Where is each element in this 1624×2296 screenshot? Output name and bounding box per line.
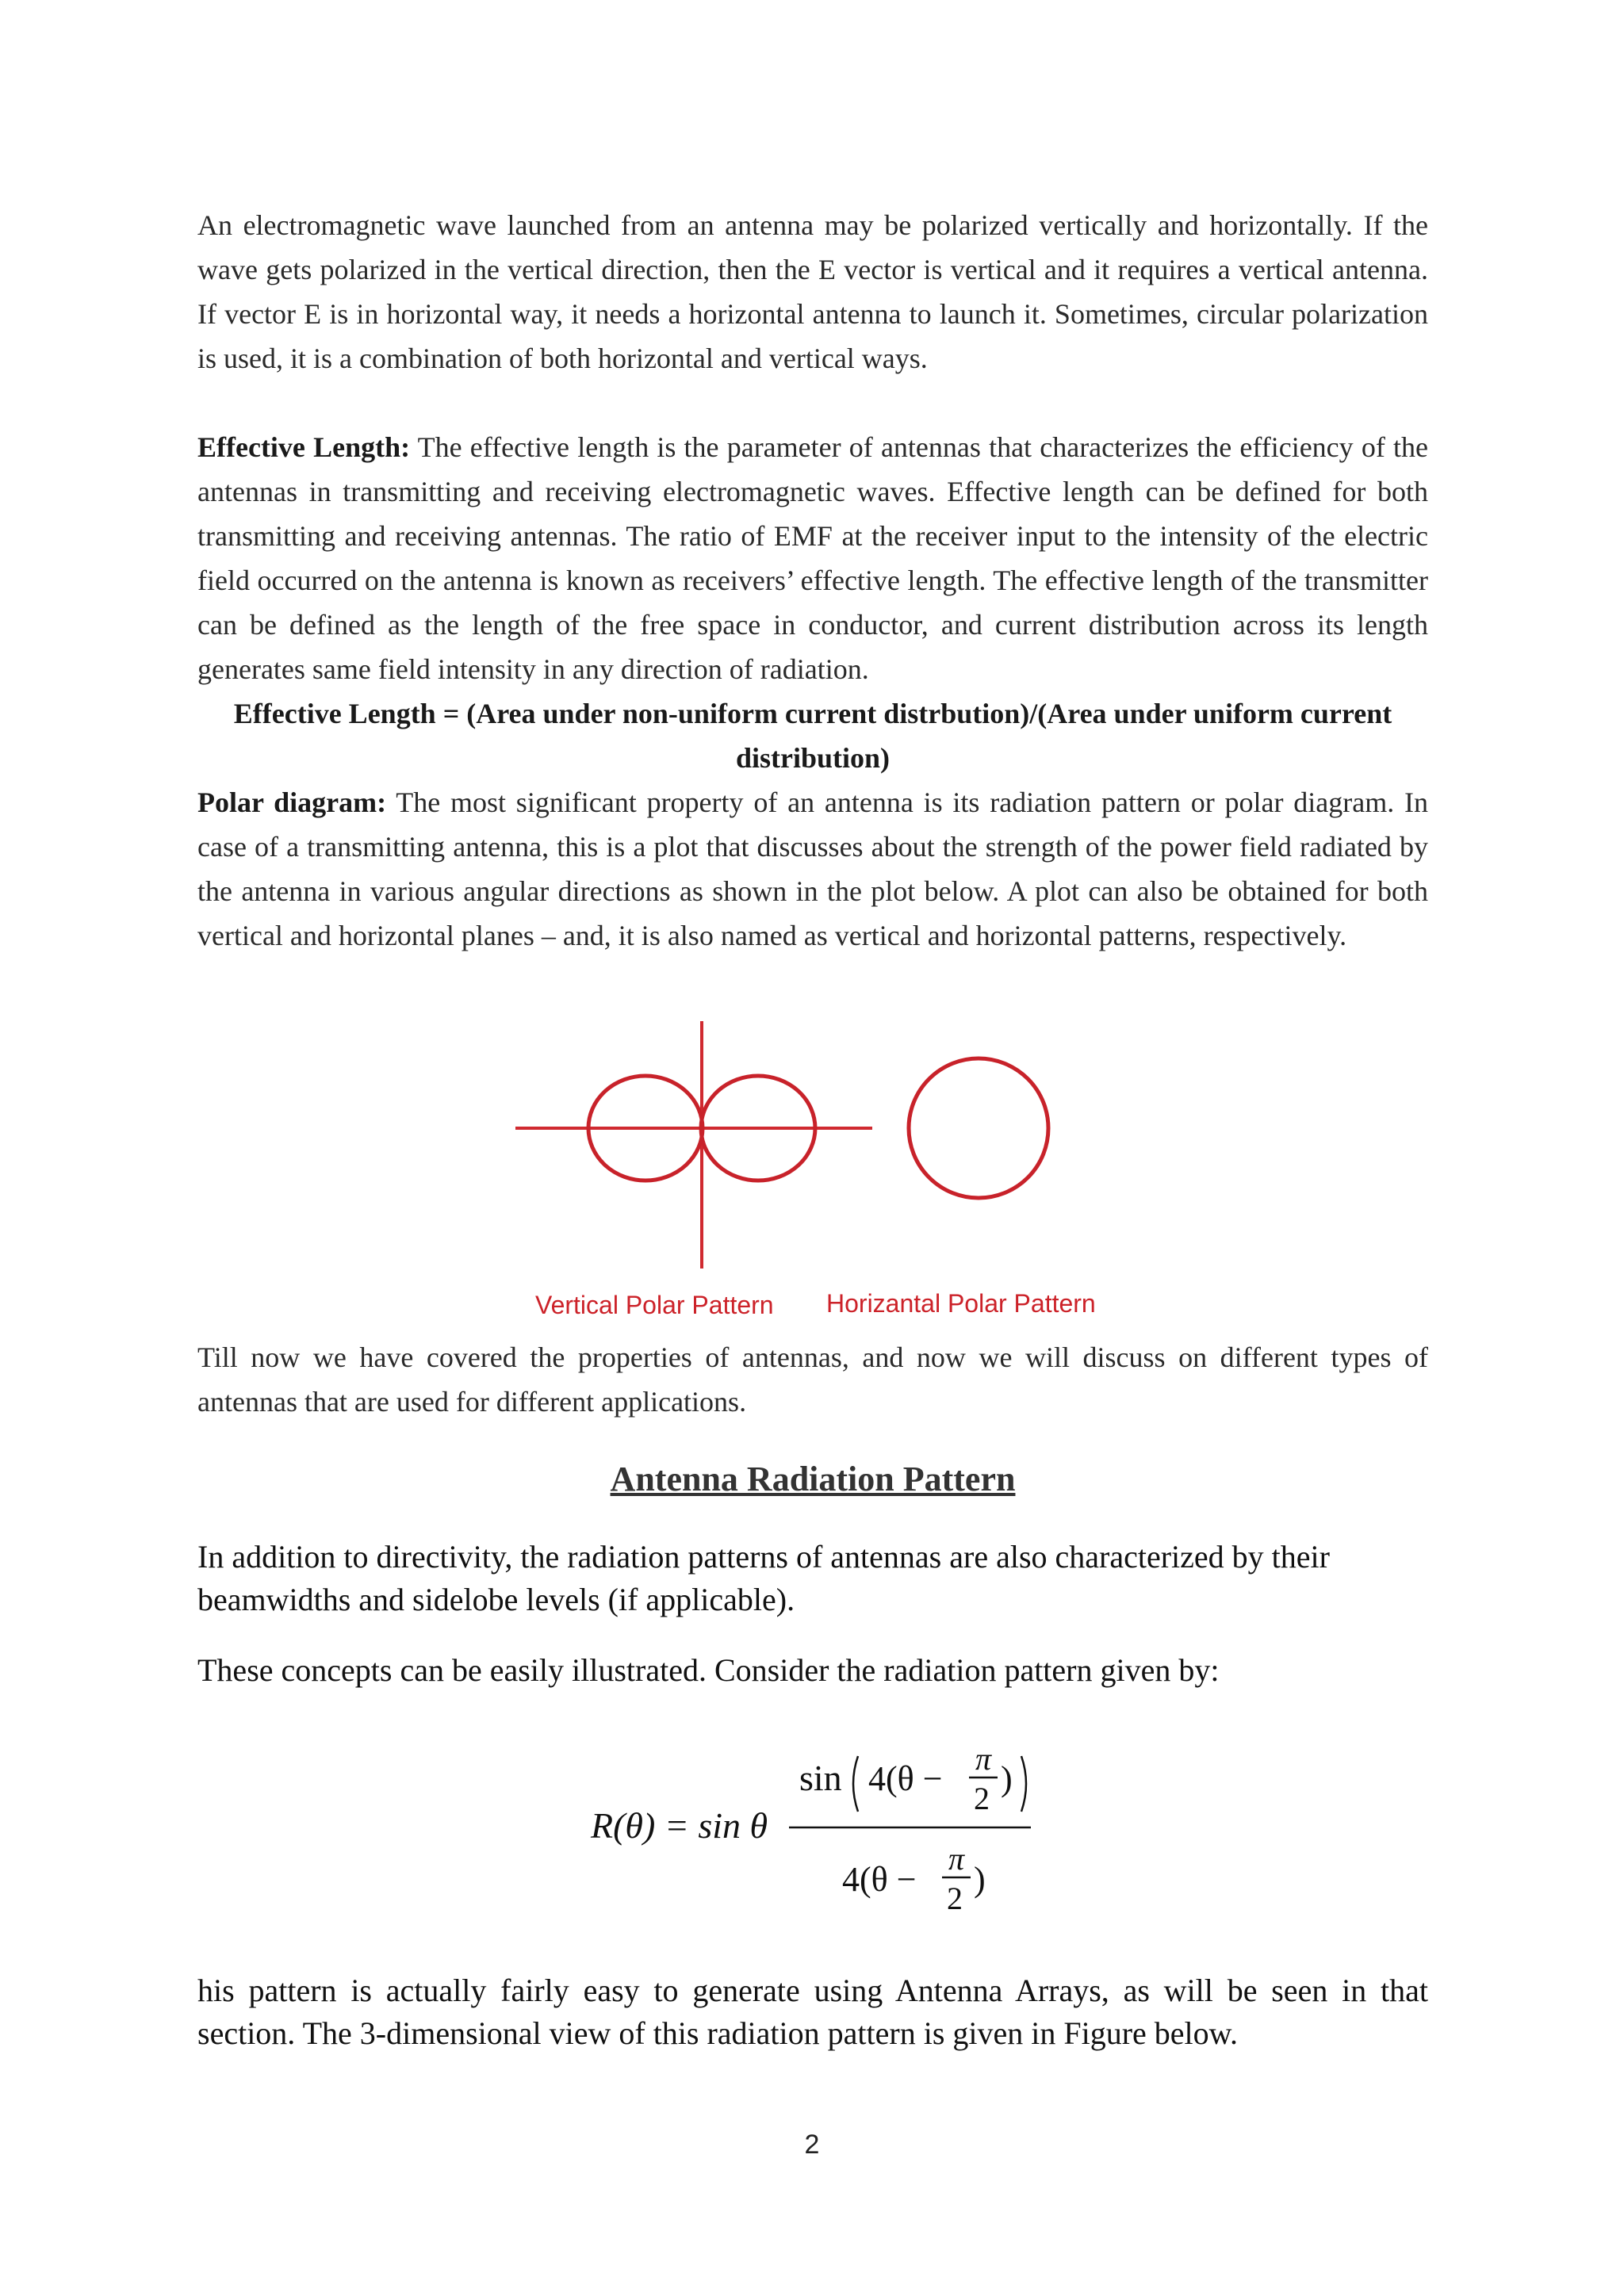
formula-num-two: 2 bbox=[974, 1781, 990, 1816]
heading-block bbox=[197, 1459, 1428, 1499]
formula-sin: sin bbox=[799, 1758, 842, 1798]
formula-num-close: ) bbox=[1001, 1759, 1013, 1798]
till-now-paragraph bbox=[197, 1335, 1428, 1424]
page-number: 2 bbox=[804, 2130, 820, 2160]
polar-pattern-figure bbox=[508, 1007, 1142, 1324]
formula-right-paren bbox=[1021, 1756, 1026, 1812]
polar-diagram-text: The most significant property of an antenna is its radiation pattern or polar diagram. In case of a transmitting antenna, this is a plot that discusses about the strength of the power field radiated by the antenna in various angular directions as shown in the plot below. A plot can also be obtained for both vertical and horizontal planes – and, it is also named as vertical and horizontal patterns, respectively. bbox=[197, 786, 1428, 951]
effective-length-section bbox=[197, 425, 1428, 691]
formula-num-arg: 4(θ − bbox=[868, 1759, 943, 1798]
effective-length-formula: Effective Length = (Area under non-uniform current distrbution)/(Area under uniform current distribution) bbox=[233, 698, 1392, 774]
formula-num-pi: π bbox=[975, 1741, 992, 1777]
arrays-text: his pattern is actually fairly easy to generate using Antenna Arrays, as will be seen in that section. The 3-dimensional view of this radiation pattern is given in Figure below. bbox=[197, 1973, 1428, 2051]
concepts-text: These concepts can be easily illustrated. Consider the radiation pattern given by: bbox=[197, 1652, 1220, 1688]
effective-length-paragraph bbox=[197, 425, 1428, 691]
horizontal-pattern-circle bbox=[909, 1058, 1048, 1198]
effective-length-formula-block bbox=[197, 691, 1428, 780]
arrays-paragraph bbox=[197, 1969, 1428, 2055]
formula-den-arg: 4(θ − bbox=[842, 1860, 917, 1899]
section-heading: Antenna Radiation Pattern bbox=[610, 1460, 1016, 1498]
polar-pattern-svg bbox=[508, 1007, 1142, 1324]
polarization-text: An electromagnetic wave launched from an antenna may be polarized vertically and horizontally. If the wave gets polarized in the vertical direction, then the E vector is vertical and it requires a vertical antenna. If vector E is in horizontal way, it needs a horizontal antenna to launch it. Sometimes, circular polarization is used, it is a combination of both horizontal and vertical ways. bbox=[197, 209, 1428, 374]
formula-den-two: 2 bbox=[947, 1881, 963, 1916]
formula-den-close: ) bbox=[974, 1860, 986, 1899]
formula-left-paren bbox=[853, 1756, 858, 1812]
polarization-paragraph bbox=[197, 203, 1428, 381]
till-now-text: Till now we have covered the properties of antennas, and now we will discuss on different types of antennas that are used for different applications. bbox=[197, 1341, 1428, 1418]
directivity-text: In addition to directivity, the radiation patterns of antennas are also characterized by their beamwidths and sidelobe levels (if applicable). bbox=[197, 1539, 1330, 1617]
polar-diagram-label: Polar diagram: bbox=[197, 786, 387, 818]
effective-length-text: The effective length is the parameter of antennas that characterizes the efficiency of the antennas in transmitting and receiving electromagnetic waves. Effective length can be defined for both transmitting and receiving antennas. The ratio of EMF at the receiver input to the intensity of the electric field occurred on the antenna is known as receivers’ effective length. The effective length of the transmitter can be defined as the length of the free space in conductor, and current distribution across its length generates same field intensity in any direction of radiation. bbox=[197, 431, 1428, 685]
polar-diagram-paragraph bbox=[197, 780, 1428, 958]
formula-svg bbox=[587, 1720, 1047, 1934]
radiation-pattern-formula bbox=[587, 1720, 1047, 1934]
effective-length-label: Effective Length: bbox=[197, 431, 411, 463]
horizontal-pattern-caption: Horizantal Polar Pattern bbox=[826, 1289, 1096, 1318]
formula-lhs: R(θ) = sin θ bbox=[591, 1805, 768, 1846]
concepts-paragraph bbox=[197, 1649, 1428, 1692]
vertical-pattern-caption: Vertical Polar Pattern bbox=[535, 1291, 774, 1319]
polar-diagram-section bbox=[197, 780, 1428, 958]
directivity-paragraph bbox=[197, 1536, 1428, 1621]
formula-den-pi: π bbox=[948, 1841, 965, 1877]
